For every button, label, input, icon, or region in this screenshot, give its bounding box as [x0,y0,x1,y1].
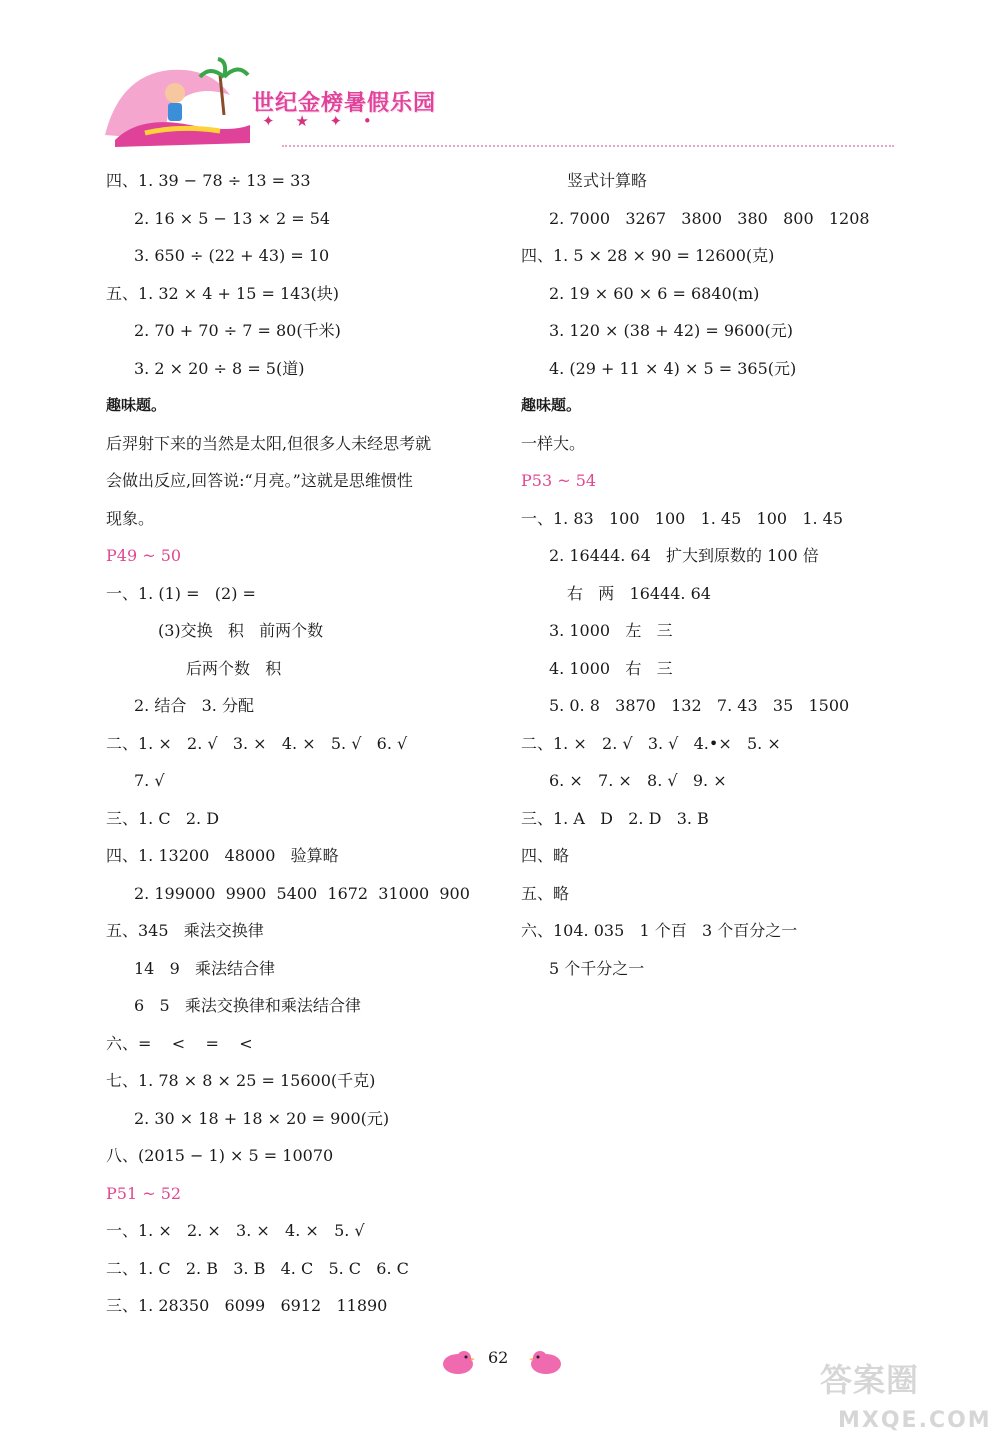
answer-line: 14 9 乘法结合律 [134,958,276,978]
answer-line: P51 ~ 52 [106,1183,182,1203]
brand-title: 世纪金榜暑假乐园 [252,91,437,116]
decorative-stars: ✦ ★ ✦ • [262,112,380,130]
answer-line: 五、略 [521,883,570,903]
answer-line: 2. 结合 3. 分配 [134,696,254,715]
answer-line: 二、1. × 2. √ 3. √ 4.•× 5. × [521,733,781,753]
answer-line: 2. 70 + 70 ÷ 7 = 80(千米) [134,321,341,340]
answer-line: 四、1. 13200 48000 验算略 [106,846,339,865]
answer-line: 右 两 16444. 64 [567,583,711,603]
answer-line: 三、1. A D 2. D 3. B [521,808,709,828]
bird-left-icon [440,1346,476,1376]
answer-line: 二、1. × 2. √ 3. × 4. × 5. √ 6. √ [106,733,408,753]
answer-line: P53 ~ 54 [521,471,597,490]
answer-line: 3. 120 × (38 + 42) = 9600(元) [549,321,794,340]
answer-line: 三、1. 28350 6099 6912 11890 [106,1296,388,1315]
answer-line: 一样大。 [521,433,586,453]
answer-line: 会做出反应,回答说:“月亮。”这就是思维惯性 [106,471,413,490]
answer-line: 六、104. 035 1 个百 3 个百分之一 [521,921,798,940]
page-header [0,0,1000,160]
answer-line: 一、1. (1) = (2) = [106,583,256,603]
answer-line: P49 ~ 50 [106,546,182,565]
answer-line: 五、1. 32 × 4 + 15 = 143(块) [106,283,340,303]
answer-line: 四、略 [521,846,570,865]
answer-line: 5. 0. 8 3870 132 7. 43 35 1500 [549,696,850,715]
answer-line: 2. 19 × 60 × 6 = 6840(m) [549,283,760,303]
answer-line: 5 个千分之一 [549,958,645,978]
answer-line: 2. 7000 3267 3800 380 800 1208 [549,208,870,228]
answer-line: 八、(2015 − 1) × 5 = 10070 [106,1146,334,1165]
answer-line: 一、1. 83 100 100 1. 45 100 1. 45 [521,508,844,528]
answer-line: 一、1. × 2. × 3. × 4. × 5. √ [106,1221,365,1240]
answer-line: 2. 30 × 18 + 18 × 20 = 900(元) [134,1108,390,1128]
answer-line: 4. (29 + 11 × 4) × 5 = 365(元) [549,358,797,378]
answer-line: 7. √ [134,771,165,790]
answer-line: 后两个数 积 [186,658,282,678]
answer-line: 3. 1000 左 三 [549,621,673,640]
answer-column-left [106,162,506,1325]
answer-line: 2. 16 × 5 − 13 × 2 = 54 [134,208,331,228]
answer-line: 趣味题。 [521,396,582,414]
answer-line: 6. × 7. × 8. √ 9. × [549,771,727,790]
answer-line: 三、1. C 2. D [106,808,220,828]
answer-line: 四、1. 5 × 28 × 90 = 12600(克) [521,246,775,265]
answer-line: 趣味题。 [106,396,167,414]
answer-line: 现象。 [106,508,155,528]
answer-line: 竖式计算略 [567,171,648,190]
answer-column-right [521,162,901,987]
answer-line: 2. 199000 9900 5400 1672 31000 900 [134,883,470,903]
answer-line: 六、= < = < [106,1033,253,1053]
bird-right-icon [528,1346,564,1376]
answer-line: (3)交换 积 前两个数 [158,621,324,640]
answer-line: 二、1. C 2. B 3. B 4. C 5. C 6. C [106,1258,409,1278]
answer-line: 四、1. 39 − 78 ÷ 13 = 33 [106,171,311,190]
answer-line: 五、345 乘法交换律 [106,921,264,940]
answer-line: 2. 16444. 64 扩大到原数的 100 倍 [549,546,819,565]
answer-line: 6 5 乘法交换律和乘法结合律 [134,996,361,1015]
answer-line: 3. 2 × 20 ÷ 8 = 5(道) [134,358,305,378]
answer-line: 七、1. 78 × 8 × 25 = 15600(千克) [106,1071,376,1090]
header-divider [282,145,894,147]
answer-line: 3. 650 ÷ (22 + 43) = 10 [134,246,330,265]
watermark-url: MXQE.COM [838,1408,992,1433]
watermark-logo: 答案圈 [820,1361,920,1399]
answer-line: 后羿射下来的当然是太阳,但很多人未经思考就 [106,433,432,453]
page-number: 62 [488,1348,509,1367]
answer-line: 4. 1000 右 三 [549,658,673,678]
surfer-logo-icon [100,55,260,150]
